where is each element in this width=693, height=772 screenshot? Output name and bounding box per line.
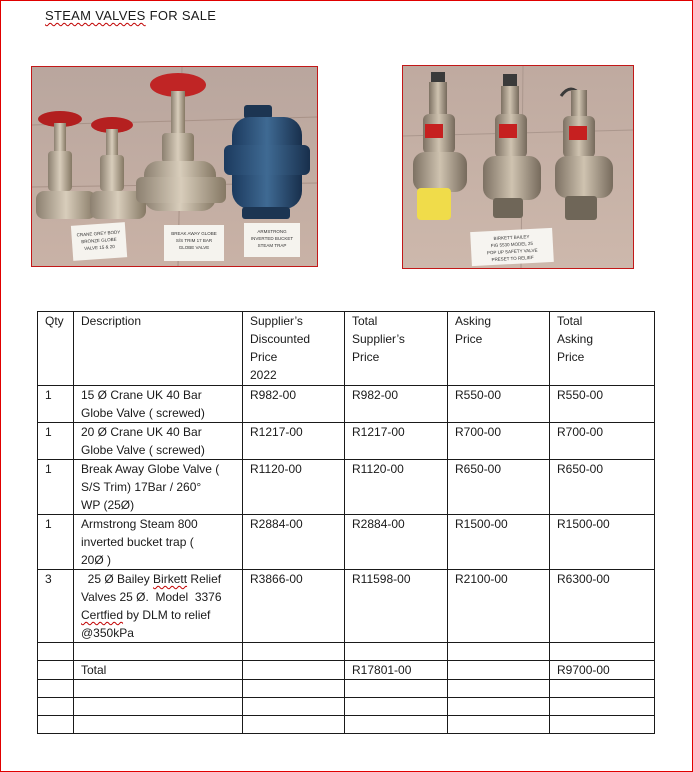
cell-total-supplier-price: R2884-00 (345, 515, 448, 570)
cell-total-supplier-price: R1217-00 (345, 423, 448, 460)
cell-asking-price: R550-00 (448, 386, 550, 423)
empty-row (38, 716, 655, 734)
empty-row (38, 698, 655, 716)
cell-qty: 3 (38, 570, 74, 643)
cell-description: Armstrong Steam 800 inverted bucket trap ( 20Ø ) (74, 515, 243, 570)
cell-supplier-price: R1217-00 (243, 423, 345, 460)
svg-text:STEAM TRAP: STEAM TRAP (257, 243, 287, 248)
photo-globe-valves-and-trap (31, 66, 318, 267)
photo-relief-valves (402, 65, 634, 269)
svg-text:POP UP SAFETY VALVE: POP UP SAFETY VALVE (486, 247, 538, 256)
total-asking-price: R9700-00 (550, 661, 655, 680)
table-row (38, 423, 655, 460)
cell-qty: 1 (38, 386, 74, 423)
header-total-supplier-price: Total Supplier’s Price (345, 312, 448, 386)
cell-qty: 1 (38, 460, 74, 515)
cell-total-asking-price: R650-00 (550, 460, 655, 515)
total-label: Total (74, 661, 243, 680)
cell-total-supplier-price: R11598-00 (345, 570, 448, 643)
svg-text:ARMSTRONG: ARMSTRONG (257, 229, 287, 234)
page-title (45, 8, 216, 23)
table-row (38, 386, 655, 423)
empty-row (38, 643, 655, 661)
cell-qty: 1 (38, 515, 74, 570)
cell-total-supplier-price: R982-00 (345, 386, 448, 423)
label-card-birkett (470, 228, 554, 266)
title-steam-valves: STEAM VALVES (45, 8, 146, 23)
label-card-breakaway (164, 225, 224, 261)
header-asking-price: Asking Price (448, 312, 550, 386)
table-header-row (38, 312, 655, 386)
cell-qty: 1 (38, 423, 74, 460)
cell-asking-price: R650-00 (448, 460, 550, 515)
cell-total-asking-price: R1500-00 (550, 515, 655, 570)
total-row (38, 661, 655, 680)
header-description: Description (74, 312, 243, 386)
cell-asking-price: R2100-00 (448, 570, 550, 643)
cell-description: 25 Ø Bailey Birkett Relief Valves 25 Ø. Model 3376 Certfied by DLM to relief @350kPa (74, 570, 243, 643)
svg-text:GLOBE VALVE: GLOBE VALVE (178, 245, 210, 250)
header-total-asking-price: Total Asking Price (550, 312, 655, 386)
total-supplier-price: R17801-00 (345, 661, 448, 680)
svg-text:CRANE GREY BODY: CRANE GREY BODY (76, 229, 121, 238)
cell-supplier-price: R3866-00 (243, 570, 345, 643)
svg-text:PRESET TO RELIEF: PRESET TO RELIEF (491, 254, 534, 263)
svg-text:BIRKETT BAILEY: BIRKETT BAILEY (493, 234, 530, 241)
svg-text:VALVE 15 & 20: VALVE 15 & 20 (84, 243, 115, 252)
header-supplier-discounted-price: Supplier’s Discounted Price 2022 (243, 312, 345, 386)
table-row (38, 515, 655, 570)
cell-total-asking-price: R700-00 (550, 423, 655, 460)
svg-text:INVERTED BUCKET: INVERTED BUCKET (250, 236, 294, 241)
cell-description: Break Away Globe Valve ( S/S Trim) 17Bar / 260° WP (25Ø) (74, 460, 243, 515)
svg-text:FIG 5530 MODEL 25: FIG 5530 MODEL 25 (490, 240, 534, 249)
empty-row (38, 680, 655, 698)
svg-text:BREAK AWAY GLOBE: BREAK AWAY GLOBE (171, 231, 217, 236)
cell-supplier-price: R982-00 (243, 386, 345, 423)
cell-supplier-price: R2884-00 (243, 515, 345, 570)
cell-supplier-price: R1120-00 (243, 460, 345, 515)
svg-text:S/S TRIM 17 BAR: S/S TRIM 17 BAR (175, 238, 213, 243)
table-row (38, 460, 655, 515)
cell-asking-price: R1500-00 (448, 515, 550, 570)
cell-asking-price: R700-00 (448, 423, 550, 460)
cell-description: 20 Ø Crane UK 40 Bar Globe Valve ( screwed) (74, 423, 243, 460)
label-card-armstrong (244, 223, 300, 257)
svg-text:BRONZE GLOBE: BRONZE GLOBE (81, 236, 117, 245)
table-row (38, 570, 655, 643)
cell-description: 15 Ø Crane UK 40 Bar Globe Valve ( screwed) (74, 386, 243, 423)
title-for-sale: FOR SALE (149, 8, 217, 23)
cell-total-asking-price: R6300-00 (550, 570, 655, 643)
price-table (37, 311, 655, 734)
cell-total-asking-price: R550-00 (550, 386, 655, 423)
cell-total-supplier-price: R1120-00 (345, 460, 448, 515)
header-qty: Qty (38, 312, 74, 386)
label-card-crane (71, 222, 127, 261)
